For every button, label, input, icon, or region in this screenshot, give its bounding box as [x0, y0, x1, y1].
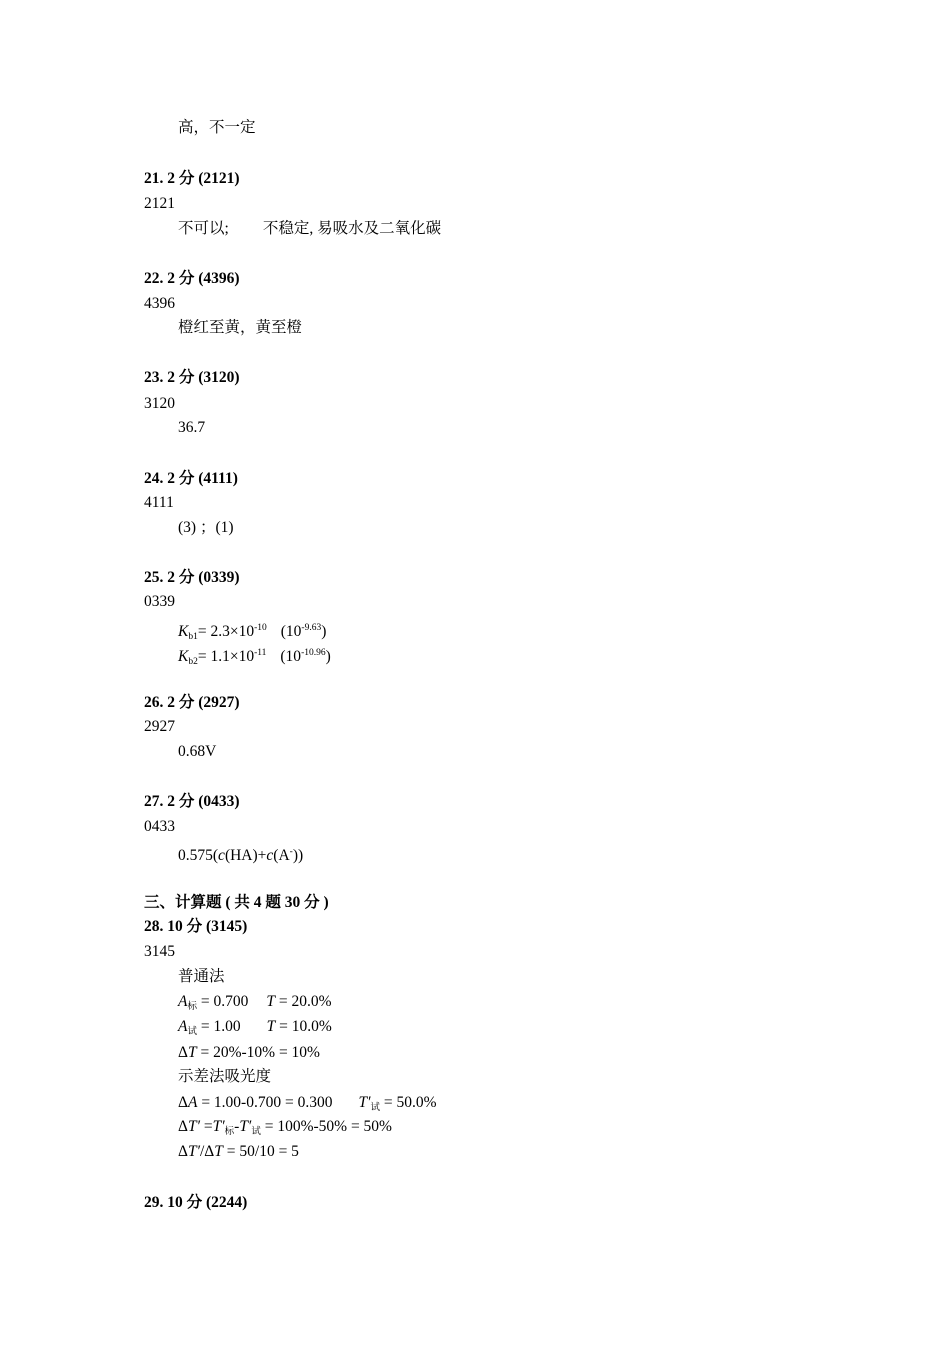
q27-code: 0433	[144, 818, 175, 835]
q21-header: 21. 2 分 (2121)	[144, 170, 240, 187]
l6-slash: /Δ	[199, 1143, 215, 1160]
kb1-pexp: -9.63	[301, 623, 322, 633]
q25-code: 0339	[144, 593, 175, 610]
q21-answer-a: 不可以;	[178, 220, 229, 237]
q27-minus: -	[289, 847, 293, 857]
kb1-sub: b1	[188, 632, 198, 642]
kb2-paren-close: )	[325, 648, 331, 665]
kb1-paren-open: (10	[280, 623, 302, 640]
l1-A: A	[178, 993, 188, 1010]
q21-answer-b: 不稳定, 易吸水及二氧化碳	[262, 220, 442, 237]
kb2-value: = 1.1×10	[197, 648, 255, 665]
q23-answer: 36.7	[178, 419, 206, 436]
l6-T1: T′	[187, 1143, 200, 1160]
l1-tval: = 20.0%	[274, 993, 332, 1010]
q28-line1	[178, 992, 332, 1017]
q24-header: 24. 2 分 (4111)	[144, 470, 238, 487]
q26-answer: 0.68V	[178, 743, 217, 760]
kb2-exp: -11	[254, 648, 267, 658]
l5-delta: Δ	[178, 1118, 188, 1135]
q27-part4: ))	[292, 847, 304, 864]
q25-kb2	[178, 643, 331, 672]
l1-T: T	[266, 993, 275, 1010]
l5-T2: T′	[212, 1118, 225, 1135]
q27-part2: (HA)+	[224, 847, 267, 864]
l2-tval: = 10.0%	[275, 1018, 332, 1035]
l6-rest: = 50/10 = 5	[222, 1143, 299, 1160]
l5-dash: -	[234, 1118, 240, 1135]
q28-line6	[178, 1142, 299, 1162]
kb2-pexp: -10.96	[301, 648, 326, 658]
q28-method2: 示差法吸光度	[178, 1068, 272, 1085]
kb1-value: = 2.3×10	[197, 623, 255, 640]
kb1-symbol: K	[178, 623, 189, 640]
q20-answer: 高，不一定	[178, 119, 256, 136]
l3-T: T	[187, 1044, 197, 1061]
q28-line5	[178, 1117, 392, 1142]
q29-header: 29. 10 分 (2244)	[144, 1194, 248, 1211]
kb1-exp: -10	[254, 623, 267, 633]
q21-answer	[178, 219, 441, 239]
l4-delta: Δ	[178, 1094, 188, 1111]
q22-header: 22. 2 分 (4396)	[144, 270, 240, 287]
q28-line4	[178, 1093, 437, 1118]
l1-val: = 0.700	[196, 993, 249, 1010]
q28-method1: 普通法	[178, 968, 225, 985]
l6-T2: T	[214, 1143, 223, 1160]
l4-Tsub: 试	[370, 1103, 380, 1113]
kb1-paren-close: )	[321, 623, 327, 640]
kb2-paren-open: (10	[280, 648, 302, 665]
l6-delta: Δ	[178, 1143, 188, 1160]
q27-c1: c	[218, 847, 225, 864]
q21-code: 2121	[144, 195, 175, 212]
l1-Asub: 标	[187, 1002, 197, 1012]
q25-header: 25. 2 分 (0339)	[144, 569, 240, 586]
l5-s2: 标	[224, 1127, 235, 1137]
q28-line2	[178, 1017, 332, 1042]
q27-header: 27. 2 分 (0433)	[144, 793, 240, 810]
q27-part3: (A	[273, 847, 290, 864]
q23-header: 23. 2 分 (3120)	[144, 369, 240, 386]
l4-tval: = 50.0%	[380, 1094, 437, 1111]
q27-part1: 0.575(	[178, 847, 219, 864]
l5-T3: T′	[239, 1118, 252, 1135]
q26-code: 2927	[144, 718, 175, 735]
q24-code: 4111	[144, 494, 174, 511]
q22-code: 4396	[144, 295, 175, 312]
q28-header: 28. 10 分 (3145)	[144, 918, 248, 935]
l2-Asub: 试	[187, 1027, 197, 1037]
q23-code: 3120	[144, 395, 175, 412]
l3-delta: Δ	[178, 1044, 188, 1061]
l5-T1: T′	[187, 1118, 200, 1135]
q28-code: 3145	[144, 943, 175, 960]
kb2-sub: b2	[188, 657, 198, 667]
q22-answer: 橙红至黄，黄至橙	[178, 319, 303, 336]
l2-val: = 1.00	[196, 1018, 241, 1035]
q24-answer: (3) ；(1)	[178, 519, 234, 536]
l2-A: A	[178, 1018, 188, 1035]
l5-s3: 试	[251, 1127, 261, 1137]
q27-c2: c	[266, 847, 274, 864]
kb2-symbol: K	[178, 648, 189, 665]
q26-header: 26. 2 分 (2927)	[144, 694, 240, 711]
l2-T: T	[266, 1018, 276, 1035]
q27-answer	[178, 842, 303, 866]
q28-line3	[178, 1043, 320, 1063]
l5-eq: =	[199, 1118, 213, 1135]
l3-rest: = 20%-10% = 10%	[196, 1044, 320, 1061]
l4-A: A	[187, 1094, 198, 1111]
l4-rest: = 1.00-0.700 = 0.300	[197, 1094, 333, 1111]
l4-T: T′	[358, 1094, 371, 1111]
section3-title: 三、计算题 ( 共 4 题 30 分 )	[144, 894, 329, 911]
l5-rest: = 100%-50% = 50%	[260, 1118, 392, 1135]
